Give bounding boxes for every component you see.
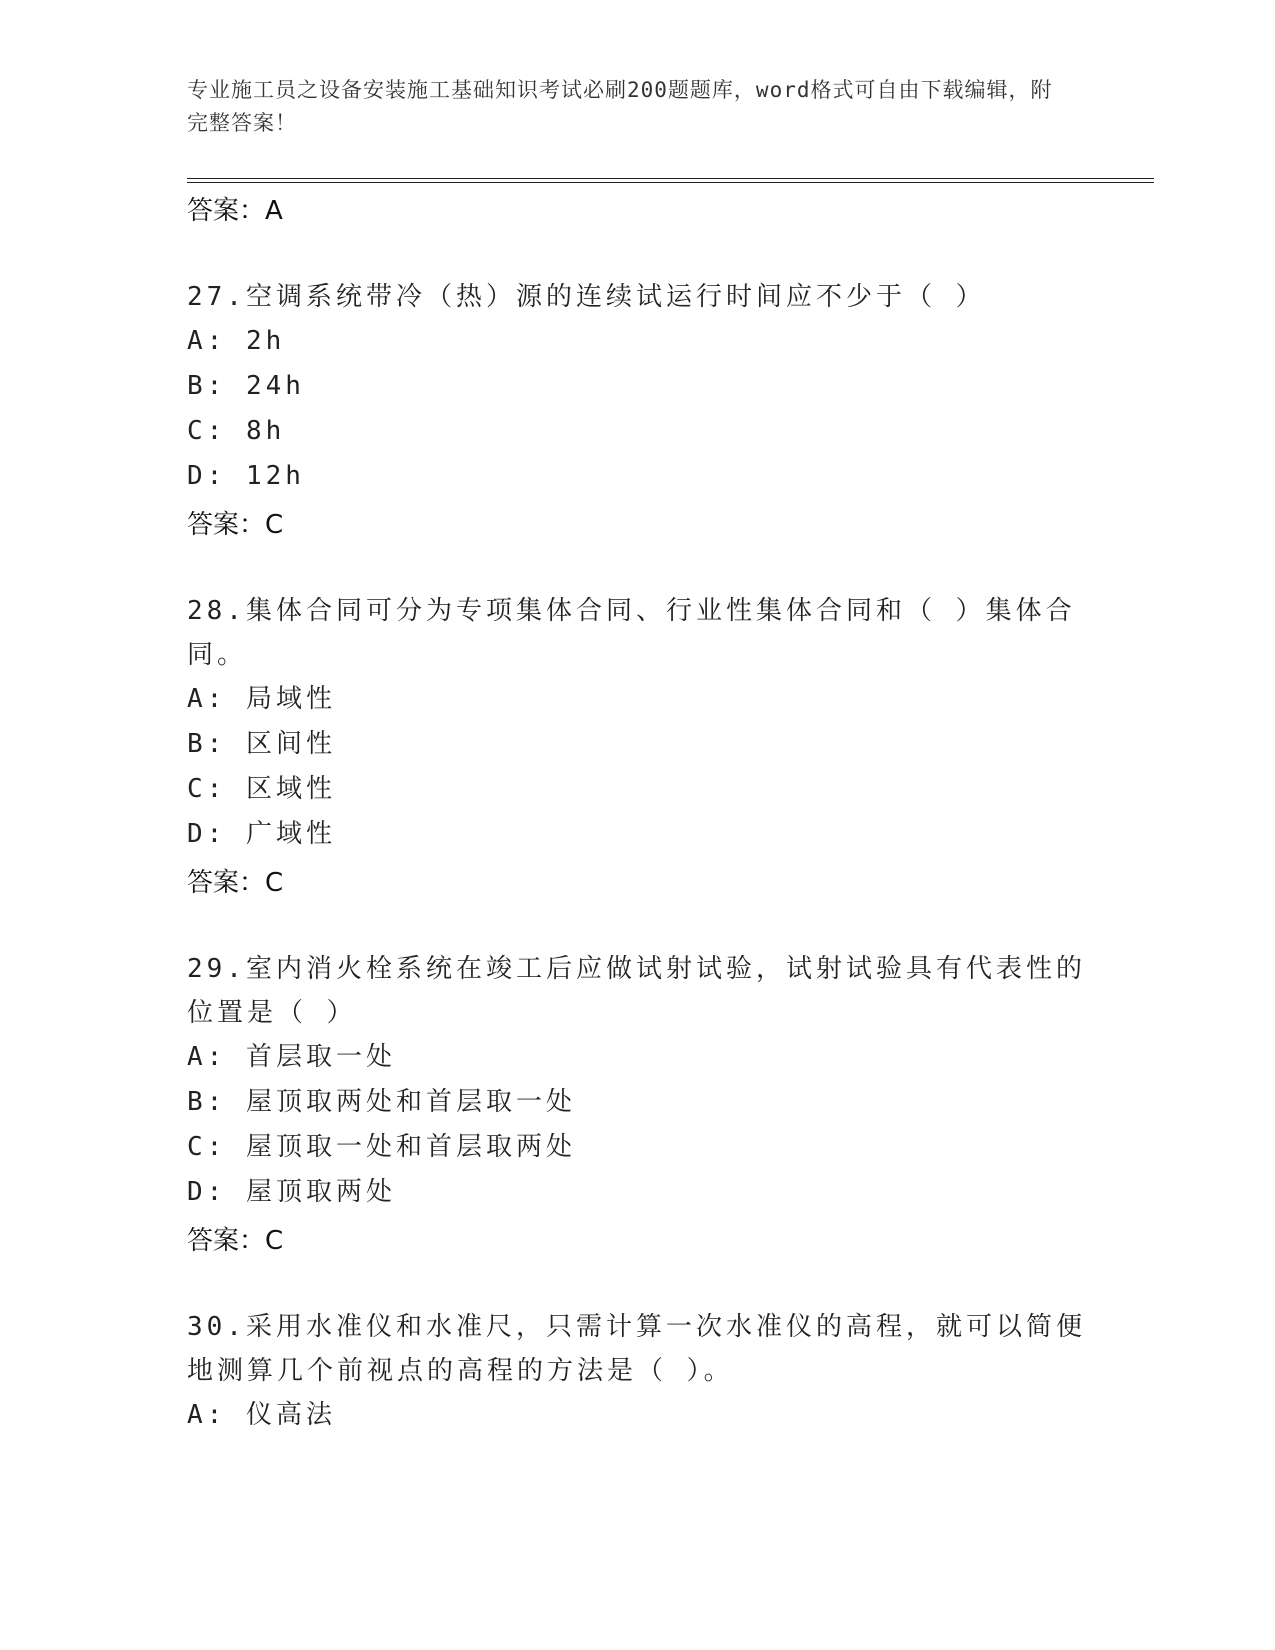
- answer-line: 答案：C: [187, 868, 284, 898]
- question-text: 27.空调系统带冷（热）源的连续试运行时间应不少于（ ）: [187, 282, 986, 312]
- document-body: [187, 185, 1087, 1438]
- answer-line: 答案：A: [187, 196, 283, 226]
- option-d: D: 屋顶取两处: [187, 1177, 396, 1207]
- option-c: C: 屋顶取一处和首层取两处: [187, 1132, 576, 1162]
- question-block: [187, 1305, 1087, 1438]
- option-b: B: 24h: [187, 371, 305, 401]
- question-block: [187, 589, 1087, 905]
- option-a: A: 仪高法: [187, 1400, 336, 1430]
- option-b: B: 屋顶取两处和首层取一处: [187, 1087, 576, 1117]
- header-divider: [187, 178, 1154, 179]
- question-text: 30.采用水准仪和水准尺，只需计算一次水准仪的高程，就可以简便地测算几个前视点的高程的方法是（ ）。: [187, 1312, 1086, 1386]
- option-a: A: 局域性: [187, 684, 336, 714]
- header-divider-secondary: [187, 182, 1154, 183]
- page-header: 专业施工员之设备安装施工基础知识考试必刷200题题库，word格式可自由下载编辑，附完整答案！: [187, 78, 1053, 135]
- question-block: [187, 275, 1087, 547]
- option-b: B: 区间性: [187, 729, 336, 759]
- question-block: [187, 947, 1087, 1263]
- answer-line: 答案：C: [187, 510, 284, 540]
- option-a: A: 首层取一处: [187, 1042, 396, 1072]
- option-d: D: 广域性: [187, 819, 336, 849]
- question-text: 29.室内消火栓系统在竣工后应做试射试验，试射试验具有代表性的位置是（ ）: [187, 954, 1086, 1028]
- option-c: C: 区域性: [187, 774, 336, 804]
- option-d: D: 12h: [187, 461, 305, 491]
- answer-line: 答案：C: [187, 1226, 284, 1256]
- option-c: C: 8h: [187, 416, 286, 446]
- option-a: A: 2h: [187, 326, 286, 356]
- question-text: 28.集体合同可分为专项集体合同、行业性集体合同和（ ）集体合同。: [187, 596, 1076, 670]
